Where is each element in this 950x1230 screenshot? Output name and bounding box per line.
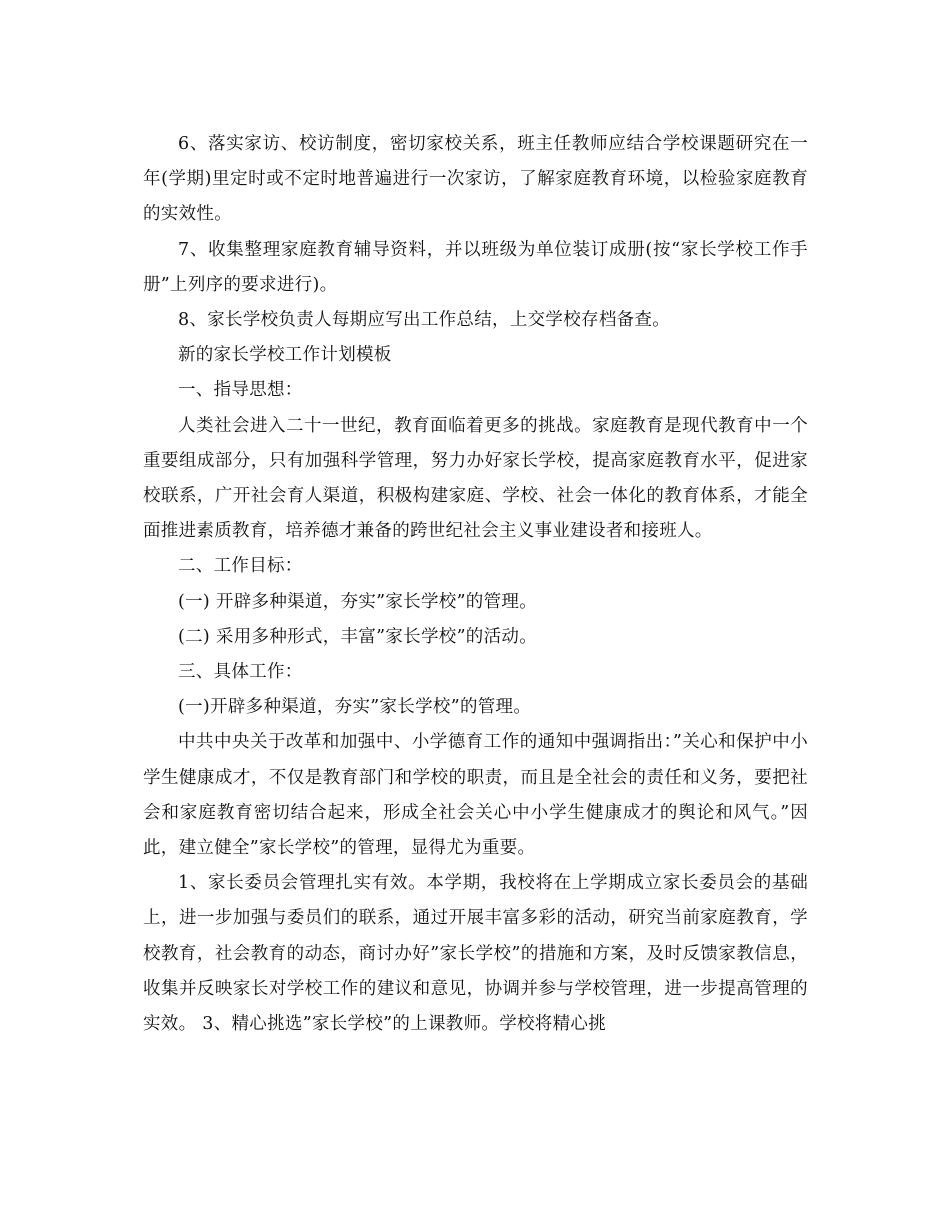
paragraph-parent-committee: 1、家长委员会管理扎实有效。本学期，我校将在上学期成立家长委员会的基础上，进一步加强与委员们的联系，通过开展丰富多彩的活动，研究当前家庭教育，学校教育，社会教育的动态，商讨办好”家长学校”的措施和方案，及时反馈家教信息，收集并反映家长对学校工作的建议和意见，协调并参与学校管理，进一步提高管理的实效。 3、精心挑选”家长学校”的上课教师。学校将精心挑 [143,873,808,1035]
subheading-work-1: (一)开辟多种渠道，夯实”家长学校”的管理。 [178,697,532,718]
paragraph-item-8: 8、家长学校负责人每期应写出工作总结，上交学校存档备查。 [178,310,671,331]
section-title: 新的家长学校工作计划模板 [178,345,392,366]
heading-guiding-ideology: 一、指导思想： [178,380,303,401]
paragraph-central-notice: 中共中央关于改革和加强中、小学德育工作的通知中强调指出：”关心和保护中小学生健康成才，不仅是教育部门和学校的职责，而且是全社会的责任和义务，要把社会和家庭教育密切结合起来，形成全社会关心中小学生健康成才的舆论和风气。”因此，建立健全”家长学校”的管理，显得尤为重要。 [143,732,808,859]
heading-work-goals: 二、工作目标： [178,556,303,577]
paragraph-item-7: 7、收集整理家庭教育辅导资料，并以班级为单位装订成册(按“家长学校工作手册”上列序的要求进行)。 [143,239,808,295]
paragraph-guiding-ideology: 人类社会进入二十一世纪，教育面临着更多的挑战。家庭教育是现代教育中一个重要组成部分，只有加强科学管理，努力办好家长学校，提高家庭教育水平，促进家校联系，广开社会育人渠道，积极构建家庭、学校、社会一体化的教育体系，才能全面推进素质教育，培养德才兼备的跨世纪社会主义事业建设者和接班人。 [143,415,808,542]
goal-item-2: (二) 采用多种形式，丰富”家长学校”的活动。 [178,626,538,647]
heading-specific-work: 三、具体工作： [178,662,303,683]
paragraph-item-6: 6、落实家访、校访制度，密切家校关系，班主任教师应结合学校课题研究在一年(学期)里定时或不定时地普遍进行一次家访，了解家庭教育环境，以检验家庭教育的实效性。 [143,134,808,225]
goal-item-1: (一) 开辟多种渠道，夯实”家长学校”的管理。 [178,591,538,612]
document-body [143,127,808,1042]
